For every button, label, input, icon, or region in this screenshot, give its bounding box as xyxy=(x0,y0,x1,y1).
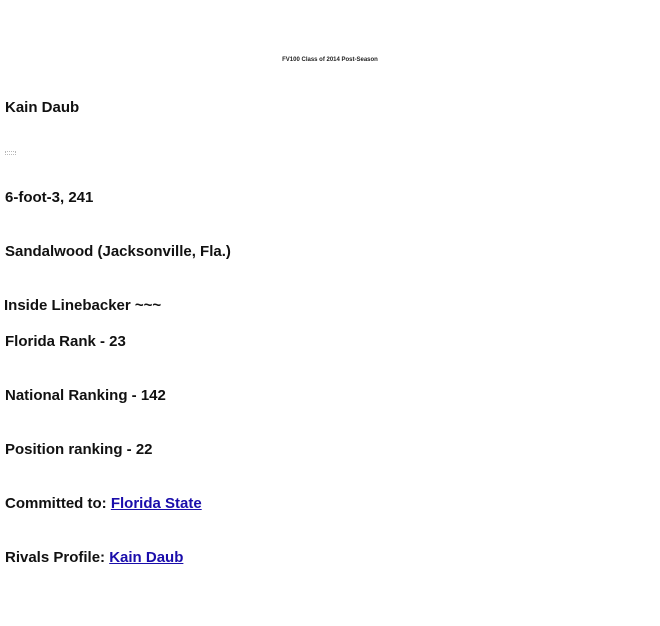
national-ranking: National Ranking - 142 xyxy=(5,387,166,404)
committed-row xyxy=(5,495,202,512)
position-ranking: Position ranking - 22 xyxy=(5,441,153,458)
player-size: 6-foot-3, 241 xyxy=(5,189,94,206)
rivals-profile-label: Rivals Profile: xyxy=(5,549,110,566)
player-name: Kain Daub xyxy=(5,99,80,116)
committed-label: Committed to: xyxy=(5,495,111,512)
florida-rank: Florida Rank - 23 xyxy=(5,333,126,350)
page-title: FV100 Class of 2014 Post-Season xyxy=(282,57,378,63)
committed-school-link[interactable]: Florida State xyxy=(110,495,202,512)
rivals-profile-link[interactable]: Kain Daub xyxy=(109,549,184,566)
rivals-profile-row xyxy=(5,549,183,566)
player-school: Sandalwood (Jacksonville, Fla.) xyxy=(5,243,231,260)
player-position: Inside Linebacker ~~~ xyxy=(4,297,162,314)
player-image-placeholder xyxy=(5,151,16,155)
